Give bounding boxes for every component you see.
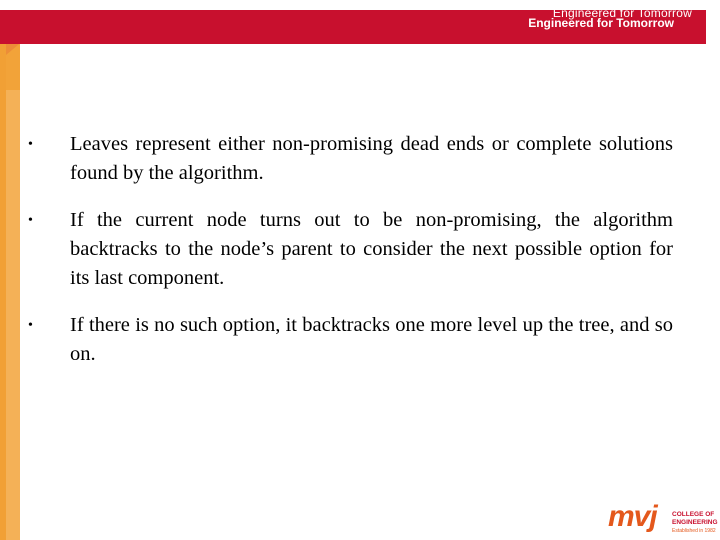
bullet-item [28, 130, 673, 188]
header-tagline: Engineered for Tomorrow [552, 6, 692, 20]
college-logo [608, 500, 720, 540]
logo-line-established: Established in 1982 [672, 528, 716, 534]
bullet-marker: • [28, 213, 33, 228]
bullet-item [28, 206, 673, 293]
header-tagline-bold: Engineered for Tomorrow [528, 16, 674, 30]
bullet-text: If there is no such option, it backtracks one more level up the tree, and so on. [70, 314, 673, 365]
slide-body [28, 130, 673, 387]
bullet-marker: • [28, 137, 33, 152]
left-orange-bar [0, 44, 20, 540]
logo-mark: mvj [608, 500, 657, 533]
logo-line-college: COLLEGE OF [672, 511, 715, 518]
bullet-text: If the current node turns out to be non-promising, the algorithm backtracks to the node’s parent to consider the next possible option for its last component. [70, 209, 673, 289]
logo-line-engineering: ENGINEERING [672, 519, 718, 526]
bullet-text: Leaves represent either non-promising dead ends or complete solutions found by the algorithm. [70, 133, 673, 184]
bullet-item [28, 311, 673, 369]
bullet-marker: • [28, 318, 33, 333]
